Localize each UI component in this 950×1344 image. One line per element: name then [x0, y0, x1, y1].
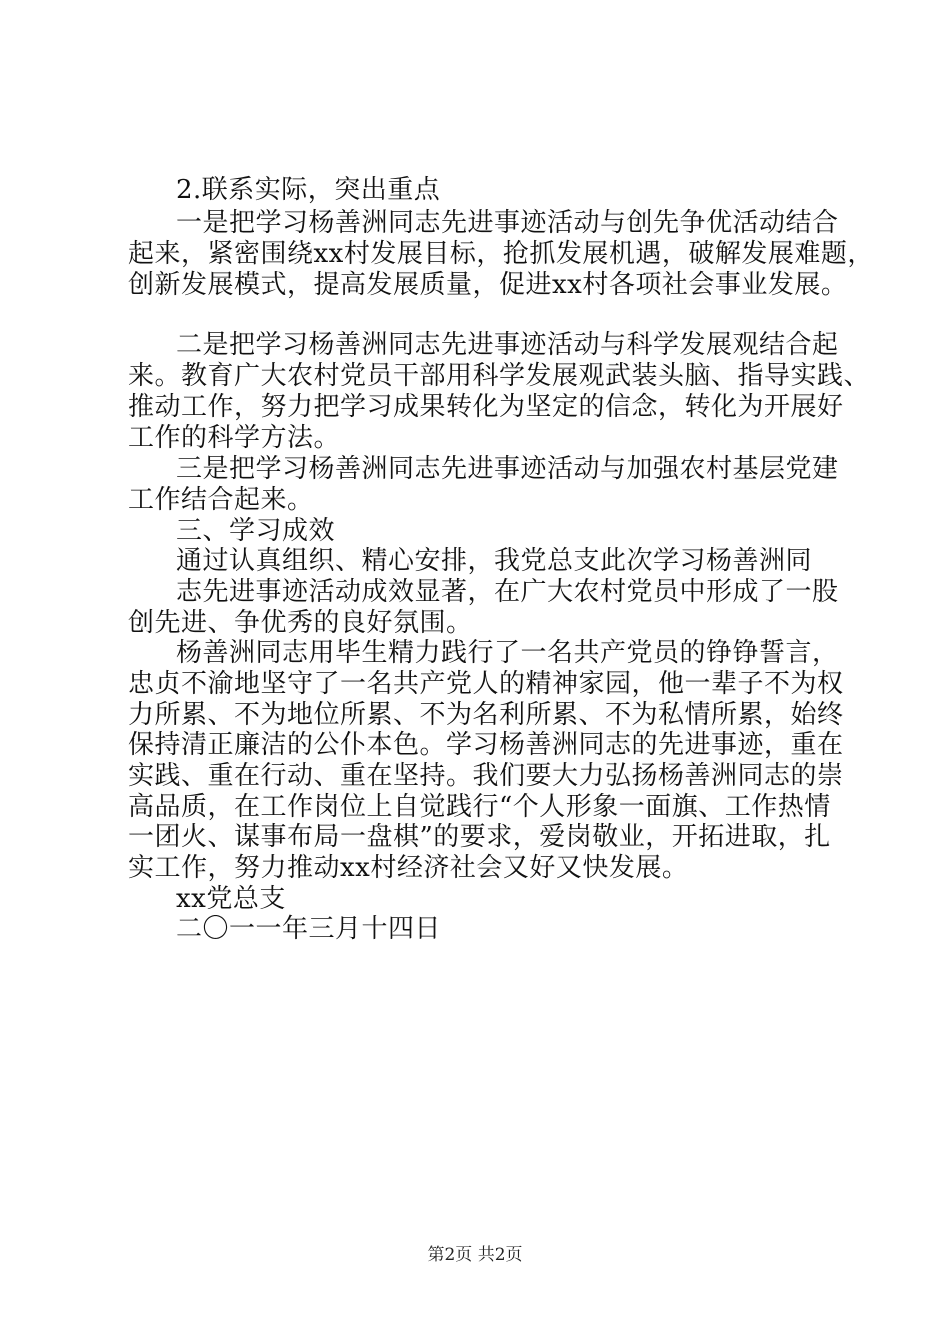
section-heading: 2.联系实际，突出重点	[176, 175, 441, 205]
paragraph-line: 杨善洲同志用毕生精力践行了一名共产党员的铮铮誓言，	[176, 638, 839, 668]
paragraph-line: 保持清正廉洁的公仆本色。学习杨善洲同志的先进事迹，重在	[128, 730, 844, 760]
paragraph-line: 一是把学习杨善洲同志先进事迹活动与创先争优活动结合	[176, 208, 839, 238]
paragraph-line: 创先进、争优秀的良好氛围。	[128, 608, 473, 638]
paragraph-line: 忠贞不渝地坚守了一名共产党人的精神家园，他一辈子不为权	[128, 669, 844, 699]
paragraph-line: 起来，紧密围绕xx村发展目标，抢抓发展机遇，破解发展难题，	[128, 239, 874, 269]
paragraph-line: 一团火、谋事布局一盘棋”的要求，爱岗敬业，开拓进取，扎	[128, 822, 831, 852]
paragraph-line: 实践、重在行动、重在坚持。我们要大力弘扬杨善洲同志的崇	[128, 761, 844, 791]
signature-date: 二〇一一年三月十四日	[176, 914, 442, 944]
paragraph-line: 实工作，努力推动xx村经济社会又好又快发展。	[128, 853, 689, 883]
section-heading: 三、学习成效	[176, 516, 336, 546]
paragraph-line: 志先进事迹活动成效显著，在广大农村党员中形成了一股	[176, 577, 839, 607]
paragraph-line: 创新发展模式，提高发展质量，促进xx村各项社会事业发展。	[128, 270, 848, 300]
signature-organization: xx党总支	[176, 884, 286, 914]
paragraph-line: 力所累、不为地位所累、不为名利所累、不为私情所累，始终	[128, 700, 844, 730]
page-number: 第2页 共2页	[427, 1245, 523, 1265]
paragraph-line: 二是把学习杨善洲同志先进事迹活动与科学发展观结合起	[176, 330, 839, 360]
paragraph-line: 三是把学习杨善洲同志先进事迹活动与加强农村基层党建	[176, 454, 839, 484]
paragraph-line: 来。教育广大农村党员干部用科学发展观武装头脑、指导实践、	[128, 361, 871, 391]
paragraph-line: 工作的科学方法。	[128, 423, 341, 453]
paragraph-line: 工作结合起来。	[128, 485, 314, 515]
paragraph-line: 高品质，在工作岗位上自觉践行“个人形象一面旗、工作热情	[128, 792, 831, 822]
paragraph-line: 通过认真组织、精心安排，我党总支此次学习杨善洲同	[176, 546, 813, 576]
paragraph-line: 推动工作，努力把学习成果转化为坚定的信念，转化为开展好	[128, 392, 844, 422]
